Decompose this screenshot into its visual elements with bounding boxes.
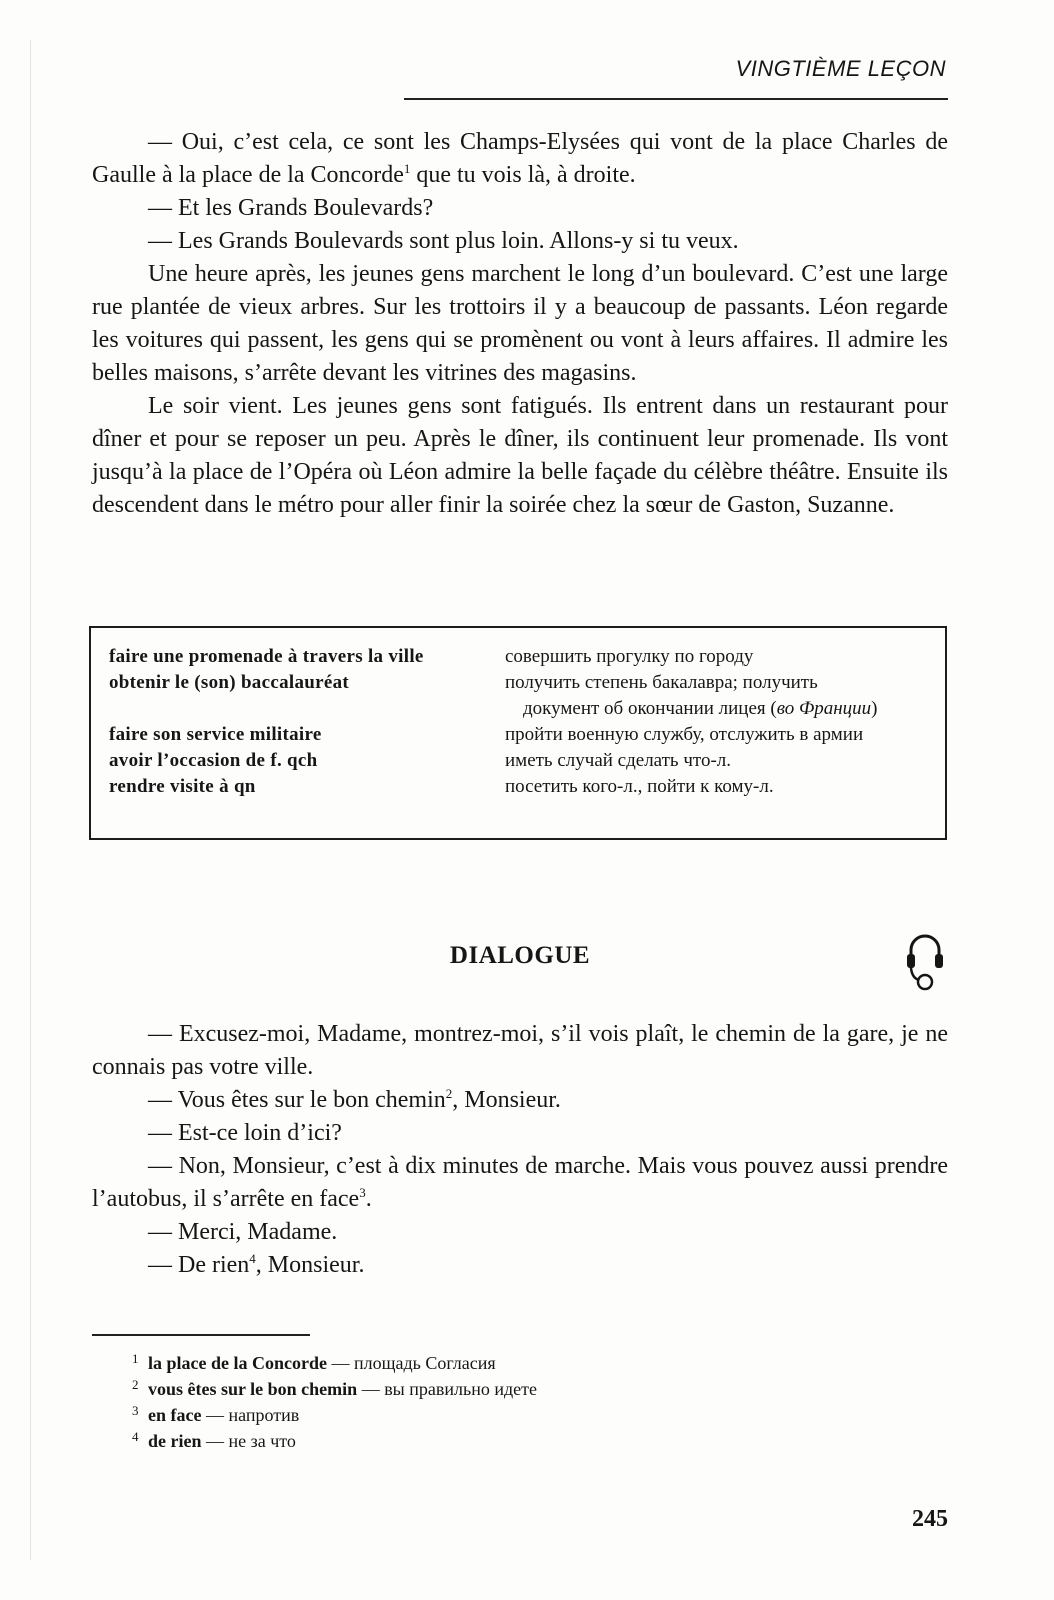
footnote: 3 en face — напротив (132, 1403, 300, 1425)
reading-line-2: — Et les Grands Boulevards? (148, 195, 434, 221)
vocab-russian: получить степень бакалавра; получить (505, 672, 818, 693)
footnote-term: en face (148, 1405, 202, 1425)
vocab-russian-part: документ об окончании лицея ( (523, 698, 777, 719)
vocab-french: avoir l’occasion de f. qch (109, 750, 318, 771)
dialogue-line-6-text: — De rien (148, 1252, 250, 1278)
vocab-russian: совершить прогулку по городу (505, 646, 754, 667)
footnote-term: vous êtes sur le bon chemin (148, 1379, 358, 1399)
footnote-term: de rien (148, 1431, 202, 1451)
vocab-french: rendre visite à qn (109, 776, 256, 797)
vocab-russian: посетить кого-л., пойти к кому-л. (505, 776, 774, 797)
reading-line-3: — Les Grands Boulevards sont plus loin. Allons-y si tu veux. (148, 228, 739, 254)
vocab-russian: иметь случай сделать что-л. (505, 750, 732, 771)
footnotes (132, 1350, 537, 1454)
footnote-separator: — (326, 1353, 354, 1373)
dialogue-line-3: — Est-ce loin d’ici? (148, 1120, 342, 1146)
footnote-term: la place de la Concorde (148, 1353, 327, 1373)
dialogue-line-5: — Merci, Madame. (148, 1219, 338, 1245)
dialogue-line-6-end: , Monsieur. (255, 1252, 365, 1278)
dialogue-text (92, 1018, 948, 1282)
footnote-ref-2[interactable]: 2 (445, 1086, 453, 1101)
vocab-russian-italic: во Франции (776, 698, 872, 719)
footnote-separator: — (357, 1379, 385, 1399)
running-head: VINGTIÈME LEÇON (735, 56, 946, 81)
vocab-russian-continuation (523, 696, 878, 722)
footnote: 2 vous êtes sur le bon chemin — вы правильно идете (132, 1377, 537, 1399)
footnote-gloss: не за что (228, 1431, 296, 1451)
vocabulary-box (89, 626, 947, 840)
reading-text (92, 126, 948, 522)
footnote: 4 de rien — не за что (132, 1429, 296, 1451)
dialogue-line-1: — Excusez-moi, Madame, montrez-moi, s’il vois plaît, le chemin de la gare, je ne connais pas votre ville. (92, 1021, 948, 1080)
vocab-french: faire son service militaire (109, 724, 322, 745)
footnote-ref-4[interactable]: 4 (249, 1251, 256, 1266)
dialogue-line-4 (92, 1150, 948, 1216)
reading-line-1 (92, 126, 948, 192)
dialogue-line-6 (92, 1249, 948, 1282)
vocab-russian: пройти военную службу, отслужить в армии (505, 724, 864, 745)
header-rule (404, 98, 948, 100)
footnote-ref-3[interactable]: 3 (359, 1185, 366, 1200)
dialogue-line-2-text: — Vous êtes sur le bon chemin (148, 1087, 446, 1113)
footnote-gloss: площадь Согласия (353, 1353, 496, 1373)
footnote-ref-1[interactable]: 1 (403, 161, 411, 176)
reading-paragraph-1: Une heure après, les jeunes gens marchent le long d’un boulevard. C’est une large rue plantée de vieux arbres. Sur les trottoirs il y a beaucoup de passants. Léon regarde les voitures qui passent, les gens qui se promènent ou vont à leurs affaires. Il admire les belles maisons, s’arrête devant les vitrines des magasins. (92, 261, 948, 386)
vocab-russian-end: ) (871, 698, 878, 719)
reading-paragraph-2: Le soir vient. Les jeunes gens sont fatigués. Ils entrent dans un restaurant pour dîner et pour se reposer un peu. Après le dîner, ils continuent leur promenade. Ils vont jusqu’à la place de l’Opéra où Léon admire la belle façade du célèbre théâtre. Ensuite ils descendent dans le métro pour aller finir la soirée chez la sœur de Gaston, Suzanne. (92, 393, 948, 518)
headphones-icon[interactable] (902, 926, 948, 994)
footnote-separator: — (201, 1431, 229, 1451)
dialogue-line-4-text: — Non, Monsieur, c’est à dix minutes de marche. Mais vous pouvez aussi prendre l’autobus, il s’arrête en face (92, 1153, 948, 1212)
dialogue-title: DIALOGUE (449, 942, 591, 969)
reading-line-1-end: que tu vois là, à droite. (410, 162, 636, 188)
dialogue-line-2-end: , Monsieur. (452, 1087, 561, 1113)
dialogue-line-4-end: . (365, 1186, 372, 1212)
vocab-french: faire une promenade à travers la ville (109, 646, 424, 667)
footnote-gloss: вы правильно идете (384, 1379, 537, 1399)
page-edge (30, 40, 31, 1560)
footnote-separator: — (201, 1405, 229, 1425)
footnote-gloss: напротив (228, 1405, 300, 1425)
reading-line-1-text: — Oui, c’est cela, ce sont les Champs-Elysées qui vont de la place Charles de Gaulle à la place de la Concorde (92, 129, 948, 188)
page-number: 245 (912, 1506, 948, 1532)
footnote: 1 la place de la Concorde — площадь Согласия (132, 1351, 496, 1373)
footnote-rule (92, 1334, 310, 1336)
dialogue-line-2 (92, 1084, 948, 1117)
vocab-french: obtenir le (son) baccalauréat (109, 672, 350, 693)
